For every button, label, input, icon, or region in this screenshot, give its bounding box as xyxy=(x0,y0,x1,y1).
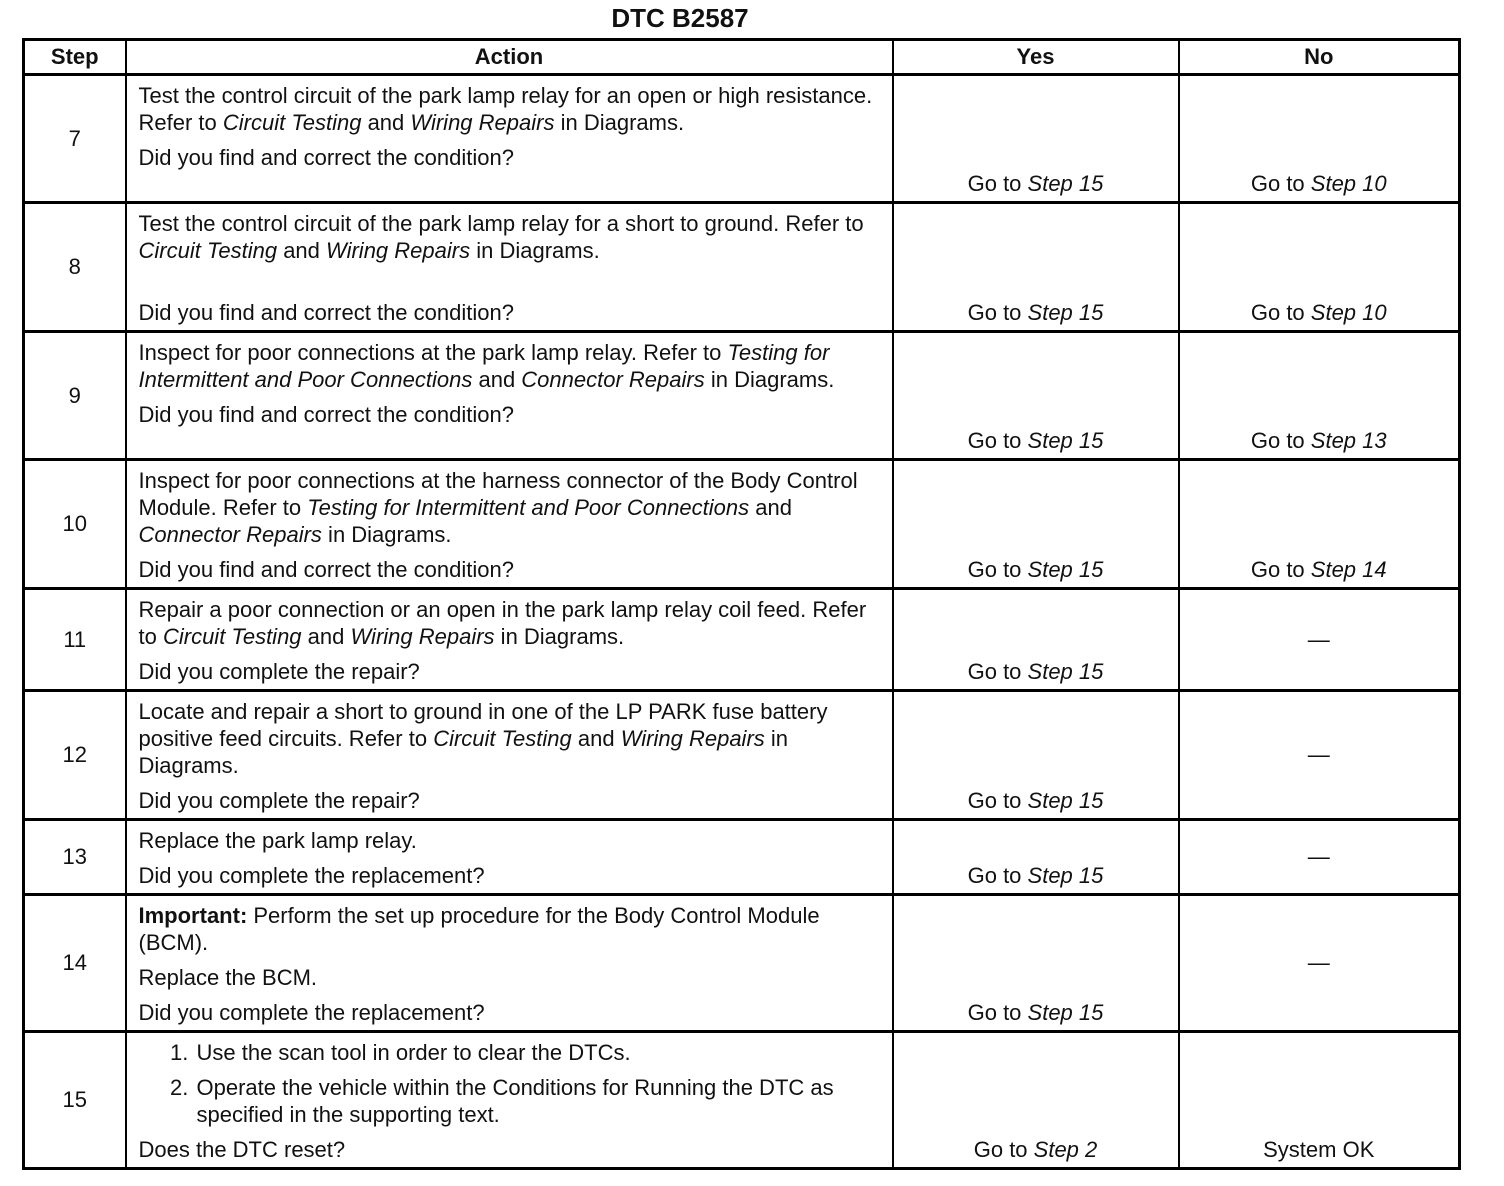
no-cell xyxy=(1179,332,1460,460)
action-text-part: and xyxy=(301,624,351,649)
no-cell-dash: — xyxy=(1179,691,1460,820)
table-row xyxy=(24,203,1460,332)
yes-prefix: Go to xyxy=(967,171,1028,196)
no-cell-dash: — xyxy=(1179,895,1460,1032)
action-text-part: in Diagrams. xyxy=(554,110,685,135)
table-row xyxy=(24,895,1460,1032)
step-number: 8 xyxy=(24,203,126,332)
reference-link: Circuit Testing xyxy=(433,726,572,751)
header-action: Action xyxy=(126,40,893,75)
action-cell xyxy=(126,460,893,589)
action-text xyxy=(139,82,882,136)
reference-link: Wiring Repairs xyxy=(410,110,555,135)
no-prefix: Go to xyxy=(1250,171,1311,196)
action-text: Replace the park lamp relay. xyxy=(138,828,417,853)
step-number: 10 xyxy=(24,460,126,589)
document-title: DTC B2587 xyxy=(611,3,749,33)
action-text-part: Test the control circuit of the park lamp relay for an open or high resistance. Refer to xyxy=(138,83,873,135)
action-question: Did you complete the repair? xyxy=(138,659,420,684)
action-cell xyxy=(126,203,893,332)
action-cell xyxy=(126,1032,893,1169)
important-text: Perform the set up procedure for the Body Control Module (BCM). xyxy=(138,903,820,955)
spacer xyxy=(139,264,882,291)
action-text-part: in Diagrams. xyxy=(321,522,452,547)
no-cell-dash: — xyxy=(1179,589,1460,691)
reference-link: Testing for Intermittent and Poor Connections xyxy=(138,340,830,392)
action-question: Did you find and correct the condition? xyxy=(138,300,514,325)
action-text-part: Inspect for poor connections at the harness connector of the Body Control Module. Refer to xyxy=(138,468,858,520)
action-text xyxy=(139,596,882,650)
yes-step-ref: Step 15 xyxy=(1027,171,1104,196)
action-text-part: in Diagrams. xyxy=(470,238,600,263)
step-number: 11 xyxy=(24,589,126,691)
no-prefix: Go to xyxy=(1250,300,1311,325)
reference-link: Connector Repairs xyxy=(521,367,705,392)
procedure-list xyxy=(139,1039,882,1128)
no-step-ref: Step 10 xyxy=(1310,171,1387,196)
action-cell xyxy=(126,332,893,460)
action-text-part: in Diagrams. xyxy=(704,367,835,392)
no-cell: System OK xyxy=(1179,1032,1460,1169)
action-text-part: and xyxy=(749,495,792,520)
reference-link: Wiring Repairs xyxy=(620,726,765,751)
table-row xyxy=(24,460,1460,589)
list-item: 1. Use the scan tool in order to clear the DTCs. xyxy=(195,1039,882,1066)
yes-prefix: Go to xyxy=(973,1137,1034,1162)
reference-link: Circuit Testing xyxy=(138,238,278,263)
reference-link: Wiring Repairs xyxy=(350,624,495,649)
action-question: Did you complete the replacement? xyxy=(138,863,485,888)
yes-step-ref: Step 15 xyxy=(1027,557,1104,582)
action-cell xyxy=(126,820,893,895)
no-prefix: Go to xyxy=(1250,557,1311,582)
action-text xyxy=(139,698,882,779)
action-text xyxy=(139,210,882,264)
no-step-ref: Step 14 xyxy=(1310,557,1387,582)
yes-prefix: Go to xyxy=(967,659,1028,684)
action-text-part: Repair a poor connection or an open in the park lamp relay coil feed. Refer to xyxy=(138,597,867,649)
yes-cell xyxy=(893,203,1179,332)
yes-cell xyxy=(893,332,1179,460)
step-number: 15 xyxy=(24,1032,126,1169)
yes-step-ref: Step 15 xyxy=(1027,788,1104,813)
step-number: 12 xyxy=(24,691,126,820)
action-text xyxy=(139,467,882,548)
action-text-part: and xyxy=(361,110,411,135)
no-prefix: Go to xyxy=(1250,428,1311,453)
table-row xyxy=(24,1032,1460,1169)
yes-step-ref: Step 15 xyxy=(1027,659,1104,684)
yes-step-ref: Step 15 xyxy=(1027,1000,1104,1025)
action-cell xyxy=(126,75,893,203)
action-text-part: and xyxy=(472,367,522,392)
action-text-part: Locate and repair a short to ground in one of the LP PARK fuse battery positive feed circuits. Refer to xyxy=(138,699,828,751)
no-cell xyxy=(1179,203,1460,332)
reference-link: Connector Repairs xyxy=(138,522,322,547)
header-step: Step xyxy=(24,40,126,75)
no-step-ref: Step 13 xyxy=(1310,428,1387,453)
action-cell xyxy=(126,691,893,820)
yes-prefix: Go to xyxy=(967,788,1028,813)
action-text: Replace the BCM. xyxy=(138,965,318,990)
yes-cell xyxy=(893,1032,1179,1169)
step-number: 9 xyxy=(24,332,126,460)
step-number: 7 xyxy=(24,75,126,203)
yes-cell xyxy=(893,589,1179,691)
yes-cell xyxy=(893,460,1179,589)
action-question: Did you find and correct the condition? xyxy=(138,557,514,582)
yes-cell xyxy=(893,75,1179,203)
no-step-ref: Step 10 xyxy=(1310,300,1387,325)
yes-step-ref: Step 15 xyxy=(1027,300,1104,325)
yes-cell xyxy=(893,895,1179,1032)
action-text-part: and xyxy=(571,726,621,751)
action-text xyxy=(139,339,882,393)
action-text-part: and xyxy=(277,238,327,263)
no-cell xyxy=(1179,75,1460,203)
yes-prefix: Go to xyxy=(967,557,1028,582)
yes-step-ref: Step 2 xyxy=(1033,1137,1098,1162)
yes-prefix: Go to xyxy=(967,428,1028,453)
step-number: 13 xyxy=(24,820,126,895)
action-question: Did you find and correct the condition? xyxy=(138,402,514,427)
header-yes: Yes xyxy=(893,40,1179,75)
table-row xyxy=(24,691,1460,820)
action-cell xyxy=(126,895,893,1032)
reference-link: Wiring Repairs xyxy=(326,238,471,263)
action-question: Did you complete the replacement? xyxy=(138,1000,485,1025)
yes-prefix: Go to xyxy=(967,1000,1028,1025)
step-number: 14 xyxy=(24,895,126,1032)
no-cell-dash: — xyxy=(1179,820,1460,895)
action-question: Did you complete the repair? xyxy=(138,788,420,813)
action-text-part: in Diagrams. xyxy=(494,624,625,649)
yes-cell xyxy=(893,691,1179,820)
diagnostic-table xyxy=(22,38,1461,1170)
yes-step-ref: Step 15 xyxy=(1027,428,1104,453)
table-row xyxy=(24,332,1460,460)
action-text-part: Test the control circuit of the park lamp relay for a short to ground. Refer to xyxy=(138,211,864,236)
header-no: No xyxy=(1179,40,1460,75)
list-item: 2. Operate the vehicle within the Conditions for Running the DTC as specified in the supporting text. xyxy=(195,1074,882,1128)
action-text-part: Inspect for poor connections at the park lamp relay. Refer to xyxy=(138,340,728,365)
important-label: Important: xyxy=(138,903,248,928)
action-cell xyxy=(126,589,893,691)
yes-step-ref: Step 15 xyxy=(1027,863,1104,888)
yes-prefix: Go to xyxy=(967,300,1028,325)
reference-link: Testing for Intermittent and Poor Connections xyxy=(307,495,750,520)
reference-link: Circuit Testing xyxy=(162,624,302,649)
header-row xyxy=(24,40,1460,75)
yes-cell xyxy=(893,820,1179,895)
table-row xyxy=(24,820,1460,895)
yes-prefix: Go to xyxy=(967,863,1028,888)
action-question: Did you find and correct the condition? xyxy=(138,145,514,170)
document-title-wrap xyxy=(360,0,1000,38)
table-row xyxy=(24,75,1460,203)
reference-link: Circuit Testing xyxy=(222,110,362,135)
action-text-part: in Diagrams. xyxy=(138,726,789,778)
table-row xyxy=(24,589,1460,691)
no-cell xyxy=(1179,460,1460,589)
important-note xyxy=(139,902,882,956)
action-question: Does the DTC reset? xyxy=(138,1137,346,1162)
